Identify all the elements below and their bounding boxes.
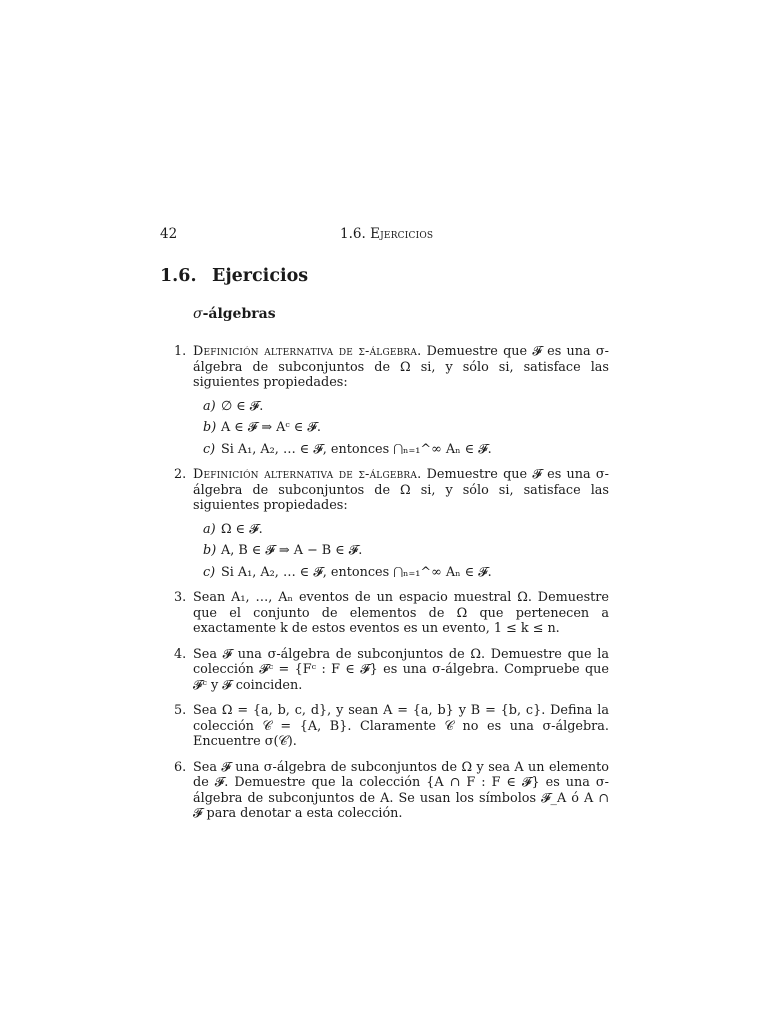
subitem-label: c)	[203, 441, 216, 457]
exercise-6	[160, 760, 609, 822]
subitem-text: A, B ∈ 𝓕 ⇒ A − B ∈ 𝓕.	[221, 543, 363, 558]
running-head	[160, 226, 609, 246]
subsection-title	[193, 306, 276, 322]
subitem-label: b)	[203, 420, 217, 435]
subitem-text: Si A₁, A₂, … ∈ 𝓕, entonces ⋂ₙ₌₁^∞ Aₙ ∈ 𝓕.	[221, 564, 492, 580]
exercise-2	[160, 467, 609, 580]
subitem-label: c)	[203, 564, 216, 580]
exercise-heading: Definición alternativa de σ-álgebra.	[193, 467, 422, 482]
subitem-text: Si A₁, A₂, … ∈ 𝓕, entonces ⋂ₙ₌₁^∞ Aₙ ∈ 𝓕.	[221, 441, 492, 457]
subitem-text: ∅ ∈ 𝓕.	[221, 398, 264, 414]
running-section-number: 1.6.	[340, 226, 366, 242]
exercise-text: Demuestre que 𝓕 es una σ-álgebra de subconjuntos de Ω si, y sólo si, satisface las siguientes propiedades:	[193, 467, 609, 513]
subsection-name: -álgebras	[202, 306, 276, 322]
subsection-sigma: σ	[193, 306, 203, 322]
exercise-5	[160, 703, 609, 750]
exercise-text: Sea Ω = {a, b, c, d}, y sean A = {a, b} y B = {b, c}. Defina la colección 𝒞 = {A, B}. Claramente 𝒞 no es una σ-álgebra. Encuentre σ(𝒞).	[193, 703, 609, 749]
exercise-text: Sea 𝓕 una σ-álgebra de subconjuntos de Ω y sea A un elemento de 𝓕. Demuestre que la colección {A ∩ F : F ∈ 𝓕} es una σ-álgebra de subconjuntos de A. Se usan los símbolos 𝓕_A ó A ∩ 𝓕 para denotar a esta colección.	[193, 759, 609, 821]
exercise-number: 2.	[174, 467, 187, 482]
exercise-number: 1.	[174, 344, 187, 359]
exercise-number: 5.	[174, 703, 187, 718]
exercise-heading: Definición alternativa de σ-álgebra.	[193, 344, 422, 359]
exercise-subitems	[193, 399, 609, 458]
section-name: Ejercicios	[212, 266, 309, 286]
subitem	[193, 522, 609, 538]
section-number: 1.6.	[160, 266, 197, 286]
subitem	[193, 565, 609, 581]
subitem-text: Ω ∈ 𝓕.	[221, 521, 263, 537]
subitem	[193, 442, 609, 458]
exercise-statement	[193, 467, 609, 514]
subitem	[193, 399, 609, 415]
running-section-name: Ejercicios	[370, 226, 434, 242]
exercise-3	[160, 590, 609, 637]
section-title	[160, 266, 308, 286]
exercise-1	[160, 344, 609, 457]
page-number: 42	[160, 226, 178, 242]
subitem	[193, 420, 609, 436]
exercise-4	[160, 647, 609, 694]
exercise-number: 3.	[174, 590, 187, 605]
exercise-number: 4.	[174, 646, 187, 662]
subitem	[193, 543, 609, 559]
exercise-text: Sean A₁, …, Aₙ eventos de un espacio muestral Ω. Demuestre que el conjunto de elementos de Ω que pertenecen a exactamente k de estos eventos es un evento, 1 ≤ k ≤ n.	[193, 590, 609, 636]
running-title	[340, 226, 433, 242]
exercise-list	[160, 344, 609, 832]
exercise-number: 6.	[174, 759, 187, 775]
subitem-label: a)	[203, 398, 216, 414]
subitem-text: A ∈ 𝓕 ⇒ Aᶜ ∈ 𝓕.	[221, 420, 321, 435]
exercise-subitems	[193, 522, 609, 581]
subitem-label: a)	[203, 521, 216, 537]
exercise-statement	[193, 344, 609, 391]
exercise-text: Demuestre que 𝓕 es una σ-álgebra de subconjuntos de Ω si, y sólo si, satisface las siguientes propiedades:	[193, 344, 609, 390]
exercise-text: Sea 𝓕 una σ-álgebra de subconjuntos de Ω. Demuestre que la colección 𝓕ᶜ = {Fᶜ : F ∈ 𝓕} es una σ-álgebra. Compruebe que 𝓕ᶜ y 𝓕 coinciden.	[193, 646, 609, 693]
subitem-label: b)	[203, 543, 217, 558]
